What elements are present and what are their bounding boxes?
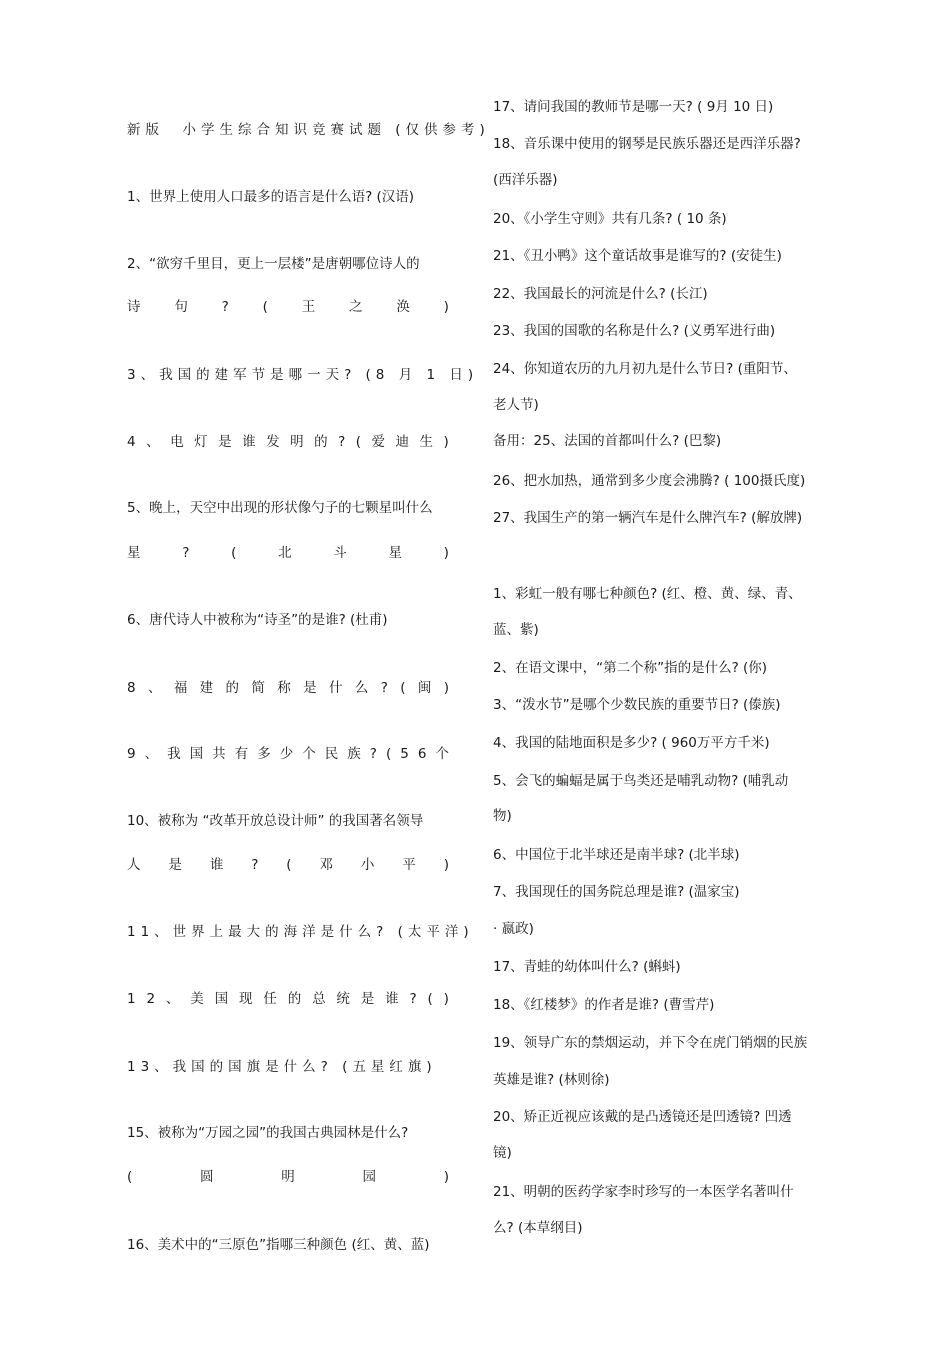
question-5-line-1: 5、晚上，天空中出现的形状像勺子的七颗星叫什么 [127, 500, 433, 516]
question-8-char: 建 [199, 680, 214, 696]
question-12-char: ( [427, 991, 433, 1007]
question-15-line-1: 15、被称为“万园之园”的我国古典园林是什么? [127, 1125, 409, 1141]
question-8-char: 闽 [417, 680, 432, 696]
question-15-char: ) [443, 1169, 449, 1185]
question-9-char: ? [369, 746, 377, 762]
question-8-char: 的 [225, 680, 240, 696]
right-line: 么? (本草纲目) [493, 1220, 583, 1236]
question-4 [127, 432, 449, 452]
question-12-char: ) [443, 991, 449, 1007]
question-9-char: ( [385, 746, 392, 762]
question-9-char: 9 [127, 746, 136, 762]
right-line: 17、青蛙的幼体叫什么? (蝌蚪) [493, 959, 681, 975]
question-8-char: ( [400, 680, 406, 696]
right-line: 英雄是谁? (林则徐) [493, 1072, 610, 1088]
question-9-char: 民 [324, 746, 339, 762]
question-8-char: 简 [251, 680, 265, 696]
question-10-char: 小 [360, 857, 375, 873]
question-3: 3、我国的建军节是哪一天? (8 月 1 日) [127, 367, 479, 383]
question-10-char: 是 [168, 857, 182, 873]
question-12 [127, 989, 449, 1009]
question-8-char: ? [380, 680, 388, 696]
question-8-char: 是 [303, 680, 317, 696]
right-line: · 嬴政) [493, 921, 534, 937]
question-4-char: 迪 [395, 434, 410, 450]
question-4-char: 谁 [242, 434, 256, 450]
right-line: (西洋乐器) [493, 172, 558, 188]
question-4-char: ) [443, 434, 449, 450]
question-5-char: 星 [388, 545, 402, 561]
right-line: 22、我国最长的河流是什么? (长江) [493, 286, 708, 302]
question-10-char: 人 [127, 857, 141, 873]
question-15-char: ( [127, 1169, 133, 1185]
right-line: 27、我国生产的第一辆汽车是什么牌汽车? (解放牌) [493, 510, 803, 526]
question-16: 16、美术中的“三原色”指哪三种颜色 (红、黄、蓝) [127, 1237, 430, 1253]
question-9-char: 我 [167, 746, 181, 762]
question-9-char: 个 [302, 746, 316, 762]
question-9 [127, 744, 449, 764]
right-line: 1、彩虹一般有哪七种颜色? (红、橙、黄、绿、青、 [493, 586, 802, 602]
question-15-char: 圆 [200, 1169, 214, 1185]
question-9-char: 多 [257, 746, 271, 762]
question-10-line-1: 10、被称为 “改革开放总设计师” 的我国著名领导 [127, 813, 424, 829]
right-line: 镜) [493, 1145, 512, 1161]
right-line: 备用：25、法国的首都叫什么? (巴黎) [493, 433, 722, 449]
question-12-char: 是 [360, 991, 375, 1007]
question-9-char: 国 [189, 746, 204, 762]
question-4-char: 是 [218, 434, 232, 450]
question-9-char: 个 [435, 746, 449, 762]
right-line: 蓝、紫) [493, 622, 539, 638]
question-4-char: ( [355, 434, 362, 450]
question-4-char: 的 [314, 434, 328, 450]
right-line: 18、《红楼梦》的作者是谁? (曹雪芹) [493, 997, 715, 1013]
question-10-char: ) [443, 857, 449, 873]
right-line: 21、《丑小鸭》这个童话故事是谁写的? (安徒生) [493, 248, 782, 264]
question-10-char: 谁 [209, 857, 224, 873]
question-10-line-2 [127, 855, 449, 875]
question-12-char: 、 [165, 991, 180, 1007]
right-line: 19、领导广东的禁烟运动，并下令在虎门销烟的民族 [493, 1035, 808, 1051]
question-5-char: 星 [127, 545, 141, 561]
right-line: 7、我国现任的国务院总理是谁? (温家宝) [493, 884, 740, 900]
question-15-char: 园 [362, 1169, 376, 1185]
question-5-line-2 [127, 543, 449, 563]
question-8-char: 、 [147, 680, 162, 696]
question-4-char: 生 [419, 434, 434, 450]
question-4-char: 发 [266, 434, 280, 450]
question-1: 1、世界上使用人口最多的语言是什么语? (汉语) [127, 189, 415, 205]
question-12-char: 美 [190, 991, 204, 1007]
question-2-char: ? [221, 299, 229, 315]
question-12-char: 任 [263, 991, 277, 1007]
question-2-char: 句 [174, 299, 188, 315]
question-12-char: 1 [127, 991, 136, 1007]
right-line: 5、会飞的蝙蝠是属于鸟类还是哺乳动物? (哺乳动 [493, 773, 789, 789]
right-line: 6、中国位于北半球还是南半球? (北半球) [493, 847, 740, 863]
question-10-char: ? [251, 857, 259, 873]
question-5-char: ? [182, 545, 190, 561]
question-15-line-2 [127, 1167, 449, 1187]
question-6: 6、唐代诗人中被称为“诗圣”的是谁? (杜甫) [127, 612, 388, 628]
right-line: 24、你知道农历的九月初九是什么节日? (重阳节、 [493, 361, 797, 377]
question-2-char: ( [262, 299, 268, 315]
question-12-char: 谁 [385, 991, 399, 1007]
question-2-char: 诗 [127, 299, 141, 315]
right-line: 20、《小学生守则》共有几条? ( 10 条) [493, 211, 727, 227]
question-5-char: ( [231, 545, 237, 561]
question-12-char: ? [409, 991, 417, 1007]
question-8 [127, 678, 449, 698]
question-4-char: 灯 [194, 434, 208, 450]
document-title: 新版 小学生综合知识竞赛试题 (仅供参考) [127, 122, 490, 138]
right-line: 21、明朝的医药学家李时珍写的一本医学名著叫什 [493, 1184, 794, 1200]
question-2-line-1: 2、“欲穷千里目，更上一层楼”是唐朝哪位诗人的 [127, 256, 420, 272]
question-10-char: 平 [402, 857, 416, 873]
question-9-char: 少 [279, 746, 294, 762]
right-line: 4、我国的陆地面积是多少? ( 960万平方千米) [493, 735, 770, 751]
question-15-char: 明 [281, 1169, 295, 1185]
question-4-char: 4 [127, 434, 136, 450]
right-line: 23、我国的国歌的名称是什么? (义勇军进行曲) [493, 323, 776, 339]
question-12-char: 统 [336, 991, 350, 1007]
question-9-char: 、 [144, 746, 159, 762]
right-line: 物) [493, 808, 512, 824]
right-line: 17、请问我国的教师节是哪一天? ( 9月 10 日) [493, 99, 774, 115]
question-4-char: 爱 [371, 434, 386, 450]
question-9-char: 有 [234, 746, 249, 762]
question-8-char: 福 [173, 680, 188, 696]
question-2-char: 之 [349, 299, 363, 315]
right-line: 2、在语文课中，“第二个称”指的是什么? (你) [493, 660, 768, 676]
right-line: 20、矫正近视应该戴的是凸透镜还是凹透镜? 凹透 [493, 1109, 792, 1125]
question-4-char: 明 [290, 434, 304, 450]
question-2-char: 王 [301, 299, 316, 315]
question-5-char: ) [443, 545, 449, 561]
question-12-char: 总 [312, 991, 326, 1007]
question-4-char: 电 [170, 434, 184, 450]
right-line: 老人节) [493, 397, 539, 413]
question-9-char: 5 [400, 746, 409, 762]
question-11: 11、世界上最大的海洋是什么? (太平洋) [127, 924, 474, 940]
question-2-char: ) [443, 299, 449, 315]
question-10-char: ( [286, 857, 292, 873]
question-2-line-2 [127, 297, 449, 317]
question-8-char: 什 [328, 680, 343, 696]
question-9-char: 族 [347, 746, 361, 762]
question-8-char: ) [443, 680, 449, 696]
question-10-char: 邓 [319, 857, 333, 873]
question-12-char: 现 [238, 991, 253, 1007]
right-line: 18、音乐课中使用的钢琴是民族乐器还是西洋乐器? [493, 136, 801, 152]
question-8-char: 么 [354, 680, 369, 696]
question-4-char: 、 [146, 434, 160, 450]
question-5-char: 北 [278, 545, 292, 561]
question-9-char: 6 [417, 746, 427, 762]
question-5-char: 斗 [333, 545, 347, 561]
right-line: 26、把水加热，通常到多少度会沸腾? ( 100摄氏度) [493, 473, 806, 489]
right-line: 3、“泼水节”是哪个少数民族的重要节日? (傣族) [493, 697, 781, 713]
question-9-char: 共 [212, 746, 226, 762]
question-12-char: 2 [146, 991, 156, 1007]
question-4-char: ? [338, 434, 346, 450]
question-8-char: 8 [127, 680, 136, 696]
question-12-char: 的 [287, 991, 302, 1007]
question-8-char: 称 [277, 680, 291, 696]
question-2-char: 涣 [396, 299, 410, 315]
question-12-char: 国 [214, 991, 229, 1007]
question-13: 13、我国的国旗是什么? (五星红旗) [127, 1059, 437, 1075]
